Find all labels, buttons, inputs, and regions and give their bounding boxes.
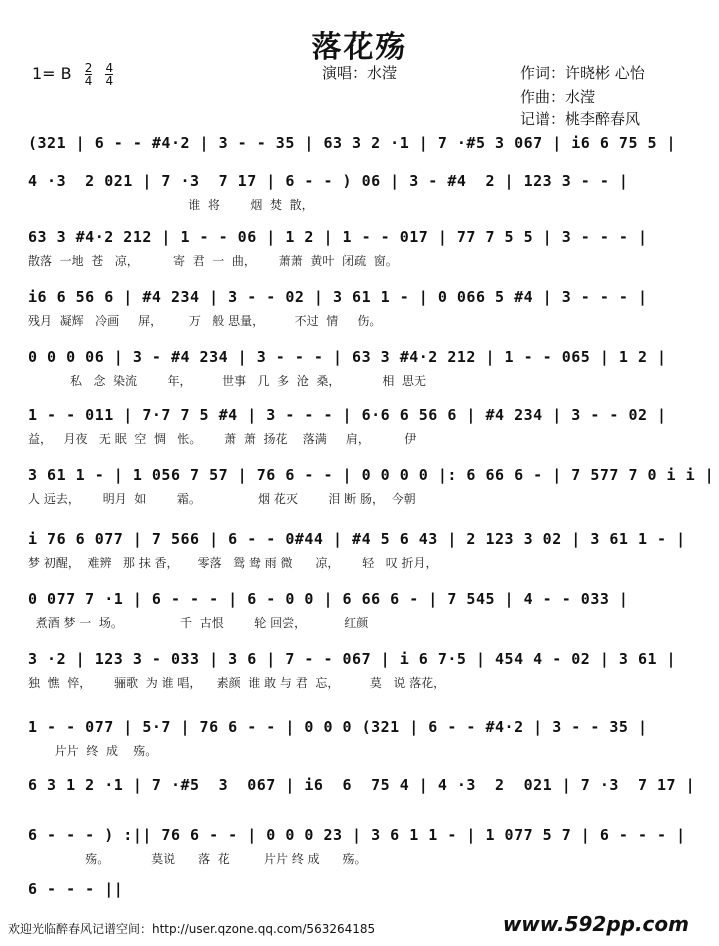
staff-notes: (321 | 6 - - #4·2 | 3 - - 35 | 63 3 2 ·1 | 7 ·#5 3 067 | i6 6 75 5 | <box>28 134 677 152</box>
time-signature-1: $\frac{2}{4}$ <box>84 61 93 88</box>
staff-lyrics: 人 远去， 明月 如 霜。 烟 花灭 泪 断 肠， 今朝 <box>28 492 416 506</box>
staff-notes: 0 0 0 06 | 3 - #4 234 | 3 - - - | 63 3 #4·2 212 | 1 - - 065 | 1 2 | <box>28 348 667 366</box>
staff-lyrics: 谁 将 烟 焚 散， <box>28 198 314 212</box>
staff-notes: 6 - - - || <box>28 880 124 898</box>
staff-notes: 0 077 7 ·1 | 6 - - - | 6 - 0 0 | 6 66 6 - | 7 545 | 4 - - 033 | <box>28 590 629 608</box>
staff-lyrics: 片片 终 成 殇。 <box>28 744 158 758</box>
lyricist-credit: 作词：许晓彬 心怡 <box>520 64 645 82</box>
staff-notes: 63 3 #4·2 212 | 1 - - 06 | 1 2 | 1 - - 017 | 77 7 5 5 | 3 - - - | <box>28 228 648 246</box>
singer-credit: 演唱：水滢 <box>322 64 398 82</box>
staff-notes: i6 6 56 6 | #4 234 | 3 - - 02 | 3 61 1 - | 0 066 5 #4 | 3 - - - | <box>28 288 648 306</box>
key-signature <box>32 62 113 87</box>
staff-notes: 3 ·2 | 123 3 - 033 | 3 6 | 7 - - 067 | i 6 7·5 | 454 4 - 02 | 3 61 | <box>28 650 677 668</box>
staff-notes: i 76 6 077 | 7 566 | 6 - - 0#44 | #4 5 6 43 | 2 123 3 02 | 3 61 1 - | <box>28 530 686 548</box>
staff-notes: 4 ·3 2 021 | 7 ·3 7 17 | 6 - - ) 06 | 3 - #4 2 | 123 3 - - | <box>28 172 629 190</box>
staff-lyrics: 私 念 染流 年， 世事 几 多 沧 桑， 相 思无 <box>28 374 426 388</box>
brand-watermark: www.592pp.com <box>502 912 689 936</box>
composer-credit: 作曲：水滢 <box>520 88 596 106</box>
staff-notes: 3 61 1 - | 1 056 7 57 | 76 6 - - | 0 0 0 0 |: 6 66 6 - | 7 577 7 0 i i | <box>28 466 715 484</box>
staff-notes: 6 3 1 2 ·1 | 7 ·#5 3 067 | i6 6 75 4 | 4 ·3 2 021 | 7 ·3 7 17 | <box>28 776 696 794</box>
transcriber-credit: 记谱：桃李醉春风 <box>520 110 641 128</box>
staff-notes: 6 - - - ) :|| 76 6 - - | 0 0 0 23 | 3 6 1 1 - | 1 077 5 7 | 6 - - - | <box>28 826 686 844</box>
staff-lyrics: 益， 月夜 无 眠 空 惆 怅。 萧 萧 扬花 落满 肩， 伊 <box>28 432 417 446</box>
staff-lyrics: 残月 凝辉 冷画 屏， 万 般 思量， 不过 情 伤。 <box>28 314 382 328</box>
staff-lyrics: 殇。 莫说 落 花 片片 终 成 殇。 <box>28 852 367 866</box>
staff-lyrics: 独 憔 悴， 骊歌 为 谁 唱， 素颜 谁 敢 与 君 忘， 莫 说 落花， <box>28 676 446 690</box>
staff-lyrics: 散落 一地 苍 凉， 寄 君 一 曲， 萧萧 黄叶 闭疏 窗。 <box>28 254 398 268</box>
staff-lyrics: 煮酒 梦 一 场。 千 古恨 轮 回尝， 红颜 <box>28 616 369 630</box>
staff-notes: 1 - - 011 | 7·7 7 5 #4 | 3 - - - | 6·6 6 56 6 | #4 234 | 3 - - 02 | <box>28 406 667 424</box>
staff-notes: 1 - - 077 | 5·7 | 76 6 - - | 0 0 0 (321 | 6 - - #4·2 | 3 - - 35 | <box>28 718 648 736</box>
staff-lyrics: 梦 初醒， 难辨 那 抹 香， 零落 鸳 鸯 雨 微 凉， 轻 叹 折月， <box>28 556 438 570</box>
key-label: 1= B <box>32 64 72 83</box>
time-signature-2: $\frac{4}{4}$ <box>105 61 114 88</box>
footer-text: 欢迎光临醉春风记谱空间：http://user.qzone.qq.com/563264185 <box>8 922 376 936</box>
page-title: 落花殇 <box>311 30 408 65</box>
